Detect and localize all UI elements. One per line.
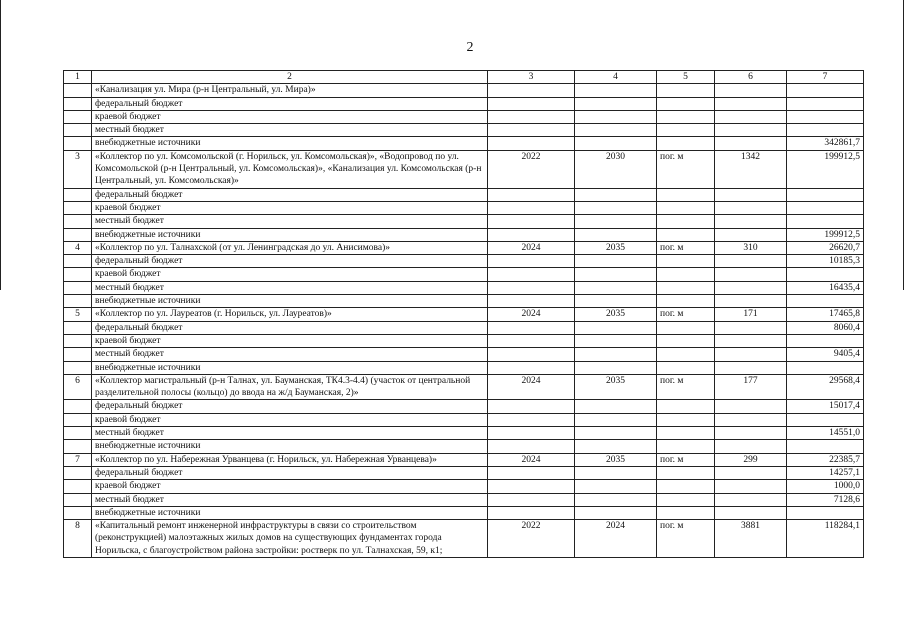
quantity-cell — [715, 110, 787, 123]
amount-cell: 26620,7 — [787, 241, 864, 254]
end-year-cell — [575, 84, 657, 97]
table-row — [64, 493, 864, 506]
amount-cell: 16435,4 — [787, 281, 864, 294]
amount-cell — [787, 268, 864, 281]
end-year-cell — [575, 493, 657, 506]
table-row — [64, 150, 864, 188]
quantity-cell: 1342 — [715, 150, 787, 188]
quantity-cell — [715, 413, 787, 426]
row-number-cell — [64, 281, 92, 294]
page-number: 2 — [466, 40, 474, 55]
item-name-cell: краевой бюджет — [92, 334, 488, 347]
quantity-cell — [715, 84, 787, 97]
start-year-cell — [488, 268, 575, 281]
row-number-cell — [64, 506, 92, 519]
unit-cell — [657, 110, 715, 123]
quantity-cell — [715, 361, 787, 374]
row-number-cell — [64, 84, 92, 97]
end-year-cell — [575, 110, 657, 123]
quantity-cell: 310 — [715, 241, 787, 254]
amount-cell — [787, 295, 864, 308]
unit-cell — [657, 440, 715, 453]
item-name-cell: краевой бюджет — [92, 413, 488, 426]
row-number-cell — [64, 466, 92, 479]
start-year-cell — [488, 321, 575, 334]
item-name-cell: «Канализация ул. Мира (р-н Центральный, ул. Мира)» — [92, 84, 488, 97]
amount-cell: 14551,0 — [787, 427, 864, 440]
amount-cell: 8060,4 — [787, 321, 864, 334]
end-year-cell — [575, 255, 657, 268]
end-year-cell — [575, 321, 657, 334]
table-row — [64, 201, 864, 214]
quantity-cell — [715, 201, 787, 214]
unit-cell — [657, 188, 715, 201]
item-name-cell: краевой бюджет — [92, 268, 488, 281]
row-number-cell: 7 — [64, 453, 92, 466]
table-row — [64, 321, 864, 334]
end-year-cell — [575, 281, 657, 294]
end-year-cell — [575, 268, 657, 281]
row-number-cell: 4 — [64, 241, 92, 254]
quantity-cell: 171 — [715, 308, 787, 321]
item-name-cell: федеральный бюджет — [92, 321, 488, 334]
header-cell: 3 — [488, 71, 575, 84]
item-name-cell: местный бюджет — [92, 215, 488, 228]
header-cell: 6 — [715, 71, 787, 84]
quantity-cell — [715, 334, 787, 347]
row-number-cell: 3 — [64, 150, 92, 188]
end-year-cell — [575, 215, 657, 228]
start-year-cell — [488, 281, 575, 294]
table-header-row — [64, 71, 864, 84]
table-row — [64, 215, 864, 228]
amount-cell — [787, 188, 864, 201]
quantity-cell — [715, 348, 787, 361]
header-cell: 7 — [787, 71, 864, 84]
start-year-cell — [488, 228, 575, 241]
row-number-cell — [64, 228, 92, 241]
row-number-cell — [64, 201, 92, 214]
item-name-cell: местный бюджет — [92, 427, 488, 440]
unit-cell — [657, 348, 715, 361]
row-number-cell — [64, 427, 92, 440]
start-year-cell — [488, 295, 575, 308]
unit-cell — [657, 334, 715, 347]
unit-cell: пог. м — [657, 453, 715, 466]
row-number-cell — [64, 321, 92, 334]
scan-edge-left — [0, 0, 1, 290]
amount-cell: 199912,5 — [787, 150, 864, 188]
quantity-cell: 177 — [715, 374, 787, 400]
table-row — [64, 268, 864, 281]
quantity-cell — [715, 124, 787, 137]
start-year-cell — [488, 215, 575, 228]
quantity-cell — [715, 321, 787, 334]
start-year-cell — [488, 124, 575, 137]
unit-cell: пог. м — [657, 241, 715, 254]
item-name-cell: внебюджетные источники — [92, 228, 488, 241]
row-number-cell — [64, 334, 92, 347]
start-year-cell — [488, 97, 575, 110]
start-year-cell — [488, 334, 575, 347]
header-cell: 5 — [657, 71, 715, 84]
row-number-cell — [64, 400, 92, 413]
end-year-cell — [575, 334, 657, 347]
row-number-cell — [64, 440, 92, 453]
start-year-cell — [488, 188, 575, 201]
row-number-cell: 8 — [64, 520, 92, 558]
start-year-cell — [488, 480, 575, 493]
start-year-cell: 2024 — [488, 374, 575, 400]
quantity-cell — [715, 281, 787, 294]
row-number-cell: 5 — [64, 308, 92, 321]
unit-cell — [657, 215, 715, 228]
start-year-cell — [488, 255, 575, 268]
start-year-cell — [488, 400, 575, 413]
table-row — [64, 137, 864, 150]
amount-cell: 342861,7 — [787, 137, 864, 150]
unit-cell — [657, 480, 715, 493]
item-name-cell: «Коллектор по ул. Лауреатов (г. Норильск, ул. Лауреатов)» — [92, 308, 488, 321]
unit-cell — [657, 281, 715, 294]
item-name-cell: «Коллектор по ул. Комсомольской (г. Норильск, ул. Комсомольская)», «Водопровод по ул. Комсомольской (р-н Центральный, ул. Комсомольская)», «Канализация ул. Комсомольская (р-н Центральный, ул. Комсомольская)» — [92, 150, 488, 188]
amount-cell: 15017,4 — [787, 400, 864, 413]
row-number-cell — [64, 97, 92, 110]
amount-cell — [787, 413, 864, 426]
unit-cell — [657, 255, 715, 268]
table-row — [64, 506, 864, 519]
amount-cell: 22385,7 — [787, 453, 864, 466]
amount-cell — [787, 97, 864, 110]
unit-cell: пог. м — [657, 308, 715, 321]
start-year-cell — [488, 137, 575, 150]
amount-cell — [787, 506, 864, 519]
row-number-cell — [64, 215, 92, 228]
unit-cell — [657, 400, 715, 413]
table-row — [64, 440, 864, 453]
end-year-cell — [575, 295, 657, 308]
end-year-cell — [575, 480, 657, 493]
quantity-cell: 3881 — [715, 520, 787, 558]
end-year-cell — [575, 413, 657, 426]
unit-cell — [657, 427, 715, 440]
end-year-cell — [575, 124, 657, 137]
end-year-cell — [575, 97, 657, 110]
item-name-cell: краевой бюджет — [92, 110, 488, 123]
item-name-cell: федеральный бюджет — [92, 255, 488, 268]
item-name-cell: федеральный бюджет — [92, 188, 488, 201]
end-year-cell: 2030 — [575, 150, 657, 188]
quantity-cell — [715, 493, 787, 506]
unit-cell: пог. м — [657, 520, 715, 558]
unit-cell — [657, 97, 715, 110]
unit-cell — [657, 228, 715, 241]
end-year-cell — [575, 361, 657, 374]
table-row — [64, 374, 864, 400]
amount-cell — [787, 201, 864, 214]
end-year-cell — [575, 400, 657, 413]
quantity-cell — [715, 188, 787, 201]
row-number-cell — [64, 124, 92, 137]
quantity-cell — [715, 480, 787, 493]
unit-cell — [657, 295, 715, 308]
start-year-cell: 2024 — [488, 241, 575, 254]
start-year-cell — [488, 413, 575, 426]
start-year-cell — [488, 466, 575, 479]
start-year-cell — [488, 427, 575, 440]
table-row — [64, 453, 864, 466]
table-row — [64, 241, 864, 254]
quantity-cell: 299 — [715, 453, 787, 466]
end-year-cell — [575, 348, 657, 361]
table-row — [64, 400, 864, 413]
amount-cell: 29568,4 — [787, 374, 864, 400]
start-year-cell: 2024 — [488, 453, 575, 466]
unit-cell — [657, 84, 715, 97]
row-number-cell — [64, 295, 92, 308]
item-name-cell: «Коллектор магистральный (р-н Талнах, ул. Бауманская, ТК4.3-4.4) (участок от центральной разделительной полосы (кольцо) до ввода на ж/д Бауманская, 2)» — [92, 374, 488, 400]
item-name-cell: местный бюджет — [92, 281, 488, 294]
start-year-cell — [488, 84, 575, 97]
investment-table — [63, 70, 864, 558]
table-row — [64, 466, 864, 479]
unit-cell — [657, 268, 715, 281]
item-name-cell: федеральный бюджет — [92, 400, 488, 413]
row-number-cell — [64, 268, 92, 281]
item-name-cell: внебюджетные источники — [92, 137, 488, 150]
start-year-cell — [488, 440, 575, 453]
quantity-cell — [715, 255, 787, 268]
row-number-cell — [64, 361, 92, 374]
unit-cell — [657, 506, 715, 519]
end-year-cell — [575, 506, 657, 519]
item-name-cell: внебюджетные источники — [92, 361, 488, 374]
table-row — [64, 84, 864, 97]
end-year-cell — [575, 188, 657, 201]
unit-cell — [657, 413, 715, 426]
table-row — [64, 413, 864, 426]
header-cell: 4 — [575, 71, 657, 84]
start-year-cell — [488, 493, 575, 506]
end-year-cell: 2035 — [575, 241, 657, 254]
quantity-cell — [715, 215, 787, 228]
item-name-cell: внебюджетные источники — [92, 440, 488, 453]
unit-cell: пог. м — [657, 150, 715, 188]
row-number-cell — [64, 413, 92, 426]
end-year-cell — [575, 201, 657, 214]
table-row — [64, 255, 864, 268]
header-cell: 1 — [64, 71, 92, 84]
table-row — [64, 308, 864, 321]
table-row — [64, 188, 864, 201]
item-name-cell: «Капитальный ремонт инженерной инфраструктуры в связи со строительством (реконструкцией) малоэтажных жилых домов на существующих фундаментах города Норильска, с благоустройством района застройки: ростверк по ул. Талнахская, 59, к1; — [92, 520, 488, 558]
amount-cell: 7128,6 — [787, 493, 864, 506]
quantity-cell — [715, 440, 787, 453]
end-year-cell — [575, 440, 657, 453]
item-name-cell: внебюджетные источники — [92, 506, 488, 519]
end-year-cell: 2035 — [575, 374, 657, 400]
item-name-cell: местный бюджет — [92, 124, 488, 137]
table-row — [64, 281, 864, 294]
table-row — [64, 295, 864, 308]
item-name-cell: краевой бюджет — [92, 480, 488, 493]
unit-cell — [657, 124, 715, 137]
table-row — [64, 97, 864, 110]
unit-cell — [657, 493, 715, 506]
start-year-cell: 2022 — [488, 520, 575, 558]
start-year-cell — [488, 201, 575, 214]
amount-cell: 9405,4 — [787, 348, 864, 361]
end-year-cell — [575, 137, 657, 150]
start-year-cell — [488, 506, 575, 519]
quantity-cell — [715, 137, 787, 150]
unit-cell — [657, 321, 715, 334]
item-name-cell: федеральный бюджет — [92, 97, 488, 110]
end-year-cell: 2035 — [575, 308, 657, 321]
quantity-cell — [715, 228, 787, 241]
quantity-cell — [715, 466, 787, 479]
amount-cell — [787, 84, 864, 97]
scan-edge-right — [903, 0, 904, 290]
start-year-cell — [488, 348, 575, 361]
amount-cell — [787, 215, 864, 228]
item-name-cell: местный бюджет — [92, 348, 488, 361]
start-year-cell: 2022 — [488, 150, 575, 188]
amount-cell: 14257,1 — [787, 466, 864, 479]
table-row — [64, 427, 864, 440]
amount-cell: 199912,5 — [787, 228, 864, 241]
row-number-cell — [64, 188, 92, 201]
row-number-cell: 6 — [64, 374, 92, 400]
header-cell: 2 — [92, 71, 488, 84]
table-row — [64, 348, 864, 361]
item-name-cell: федеральный бюджет — [92, 466, 488, 479]
table-row — [64, 334, 864, 347]
table-row — [64, 361, 864, 374]
unit-cell: пог. м — [657, 374, 715, 400]
table-row — [64, 124, 864, 137]
item-name-cell: краевой бюджет — [92, 201, 488, 214]
quantity-cell — [715, 295, 787, 308]
row-number-cell — [64, 137, 92, 150]
end-year-cell — [575, 466, 657, 479]
table-row — [64, 480, 864, 493]
start-year-cell: 2024 — [488, 308, 575, 321]
amount-cell — [787, 440, 864, 453]
table-row — [64, 520, 864, 558]
quantity-cell — [715, 506, 787, 519]
row-number-cell — [64, 493, 92, 506]
unit-cell — [657, 201, 715, 214]
quantity-cell — [715, 427, 787, 440]
quantity-cell — [715, 268, 787, 281]
amount-cell: 17465,8 — [787, 308, 864, 321]
row-number-cell — [64, 255, 92, 268]
item-name-cell: местный бюджет — [92, 493, 488, 506]
table-row — [64, 228, 864, 241]
row-number-cell — [64, 348, 92, 361]
amount-cell — [787, 334, 864, 347]
unit-cell — [657, 137, 715, 150]
amount-cell — [787, 361, 864, 374]
start-year-cell — [488, 110, 575, 123]
unit-cell — [657, 466, 715, 479]
unit-cell — [657, 361, 715, 374]
amount-cell — [787, 110, 864, 123]
quantity-cell — [715, 400, 787, 413]
quantity-cell — [715, 97, 787, 110]
end-year-cell: 2024 — [575, 520, 657, 558]
amount-cell — [787, 124, 864, 137]
amount-cell: 10185,3 — [787, 255, 864, 268]
row-number-cell — [64, 110, 92, 123]
start-year-cell — [488, 361, 575, 374]
amount-cell: 118284,1 — [787, 520, 864, 558]
end-year-cell: 2035 — [575, 453, 657, 466]
item-name-cell: внебюджетные источники — [92, 295, 488, 308]
amount-cell: 1000,0 — [787, 480, 864, 493]
table-row — [64, 110, 864, 123]
item-name-cell: «Коллектор по ул. Талнахской (от ул. Ленинградская до ул. Анисимова)» — [92, 241, 488, 254]
end-year-cell — [575, 228, 657, 241]
end-year-cell — [575, 427, 657, 440]
item-name-cell: «Коллектор по ул. Набережная Урванцева (г. Норильск, ул. Набережная Урванцева)» — [92, 453, 488, 466]
row-number-cell — [64, 480, 92, 493]
